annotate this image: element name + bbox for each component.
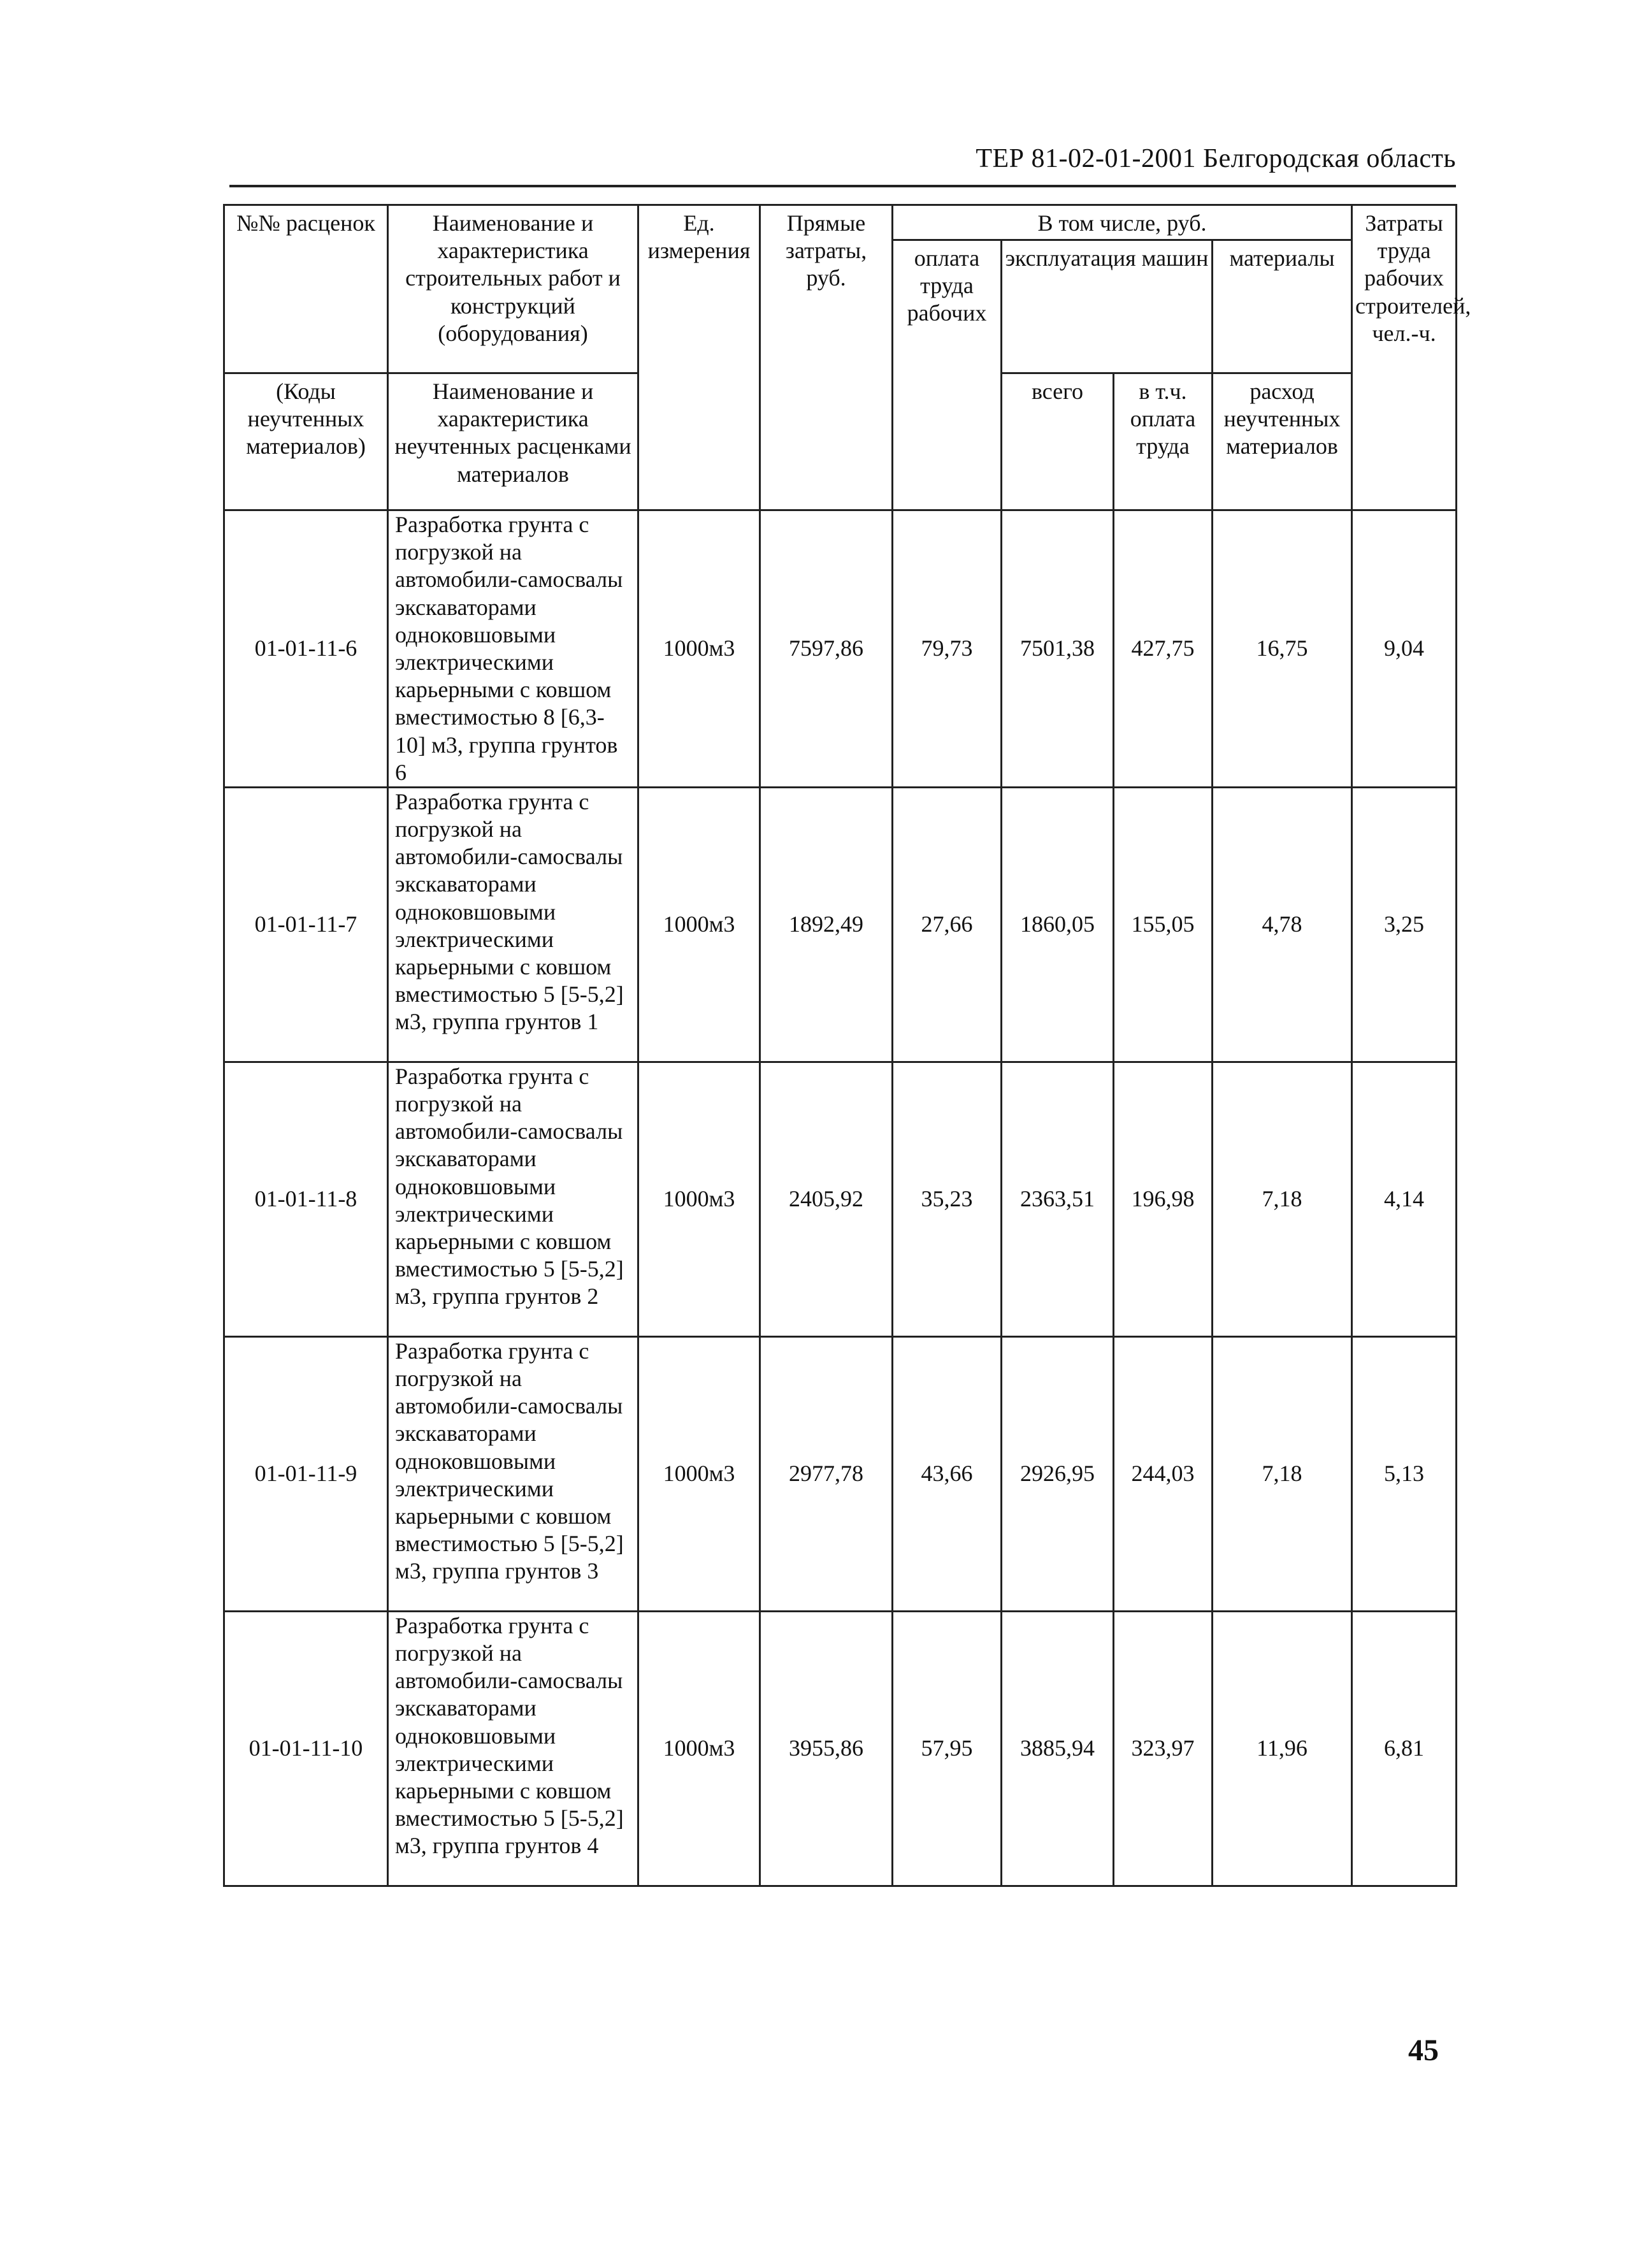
machines-wages-cell: 196,98 [1114, 1062, 1213, 1336]
document-header [229, 145, 1456, 187]
header-machines-total: всего [1002, 373, 1114, 510]
header-code-sub: (Коды неучтенных материалов) [224, 373, 388, 510]
unit-cell: 1000м3 [638, 787, 760, 1062]
rate-description: Разработка грунта с погрузкой на автомобили-самосвалы экскаваторами одноковшовыми электрическими карьерными с ковшом вместимостью 5 [5-5,2] м3, группа грунтов 2 [388, 1062, 638, 1336]
materials-cell: 16,75 [1213, 510, 1352, 788]
rate-code: 01-01-11-6 [224, 510, 388, 788]
table-row [224, 787, 1457, 1062]
rate-description: Разработка грунта с погрузкой на автомобили-самосвалы экскаваторами одноковшовыми электрическими карьерными с ковшом вместимостью 5 [5-5,2] м3, группа грунтов 4 [388, 1611, 638, 1886]
unit-cell: 1000м3 [638, 1336, 760, 1611]
header-materials-sub: расход неучтенных материалов [1213, 373, 1352, 510]
direct-costs-cell: 2977,78 [760, 1336, 893, 1611]
machines-wages-cell: 323,97 [1114, 1611, 1213, 1886]
machines-total-cell: 7501,38 [1002, 510, 1114, 788]
header-machines-wages: в т.ч. оплата труда [1114, 373, 1213, 510]
rate-description: Разработка грунта с погрузкой на автомобили-самосвалы экскаваторами одноковшовыми электрическими карьерными с ковшом вместимостью 8 [6,3-10] м3, группа грунтов 6 [388, 510, 638, 788]
machines-wages-cell: 155,05 [1114, 787, 1213, 1062]
machines-total-cell: 3885,94 [1002, 1611, 1114, 1886]
wages-cell: 79,73 [893, 510, 1002, 788]
machines-total-cell: 2926,95 [1002, 1336, 1114, 1611]
table-row [224, 1611, 1457, 1886]
rate-description: Разработка грунта с погрузкой на автомобили-самосвалы экскаваторами одноковшовыми электрическими карьерными с ковшом вместимостью 5 [5-5,2] м3, группа грунтов 3 [388, 1336, 638, 1611]
header-direct-costs: Прямые затраты, руб. [760, 205, 893, 510]
rate-code: 01-01-11-8 [224, 1062, 388, 1336]
machines-total-cell: 1860,05 [1002, 787, 1114, 1062]
header-including: В том числе, руб. [893, 205, 1352, 240]
wages-cell: 57,95 [893, 1611, 1002, 1886]
wages-cell: 43,66 [893, 1336, 1002, 1611]
labor-cell: 9,04 [1352, 510, 1457, 788]
direct-costs-cell: 7597,86 [760, 510, 893, 788]
document-title: ТЕР 81-02-01-2001 Белгородская область [976, 144, 1456, 173]
header-machines: эксплуатация машин [1002, 240, 1213, 373]
labor-cell: 5,13 [1352, 1336, 1457, 1611]
machines-wages-cell: 244,03 [1114, 1336, 1213, 1611]
unit-cell: 1000м3 [638, 1062, 760, 1336]
wages-cell: 35,23 [893, 1062, 1002, 1336]
labor-cell: 6,81 [1352, 1611, 1457, 1886]
direct-costs-cell: 2405,92 [760, 1062, 893, 1336]
unit-cell: 1000м3 [638, 510, 760, 788]
header-unit: Ед. измерения [638, 205, 760, 510]
table-row [224, 1062, 1457, 1336]
header-materials: материалы [1213, 240, 1352, 373]
table-header-row [224, 205, 1457, 240]
header-labor-costs: Затраты труда рабочих строителей, чел.-ч. [1352, 205, 1457, 510]
rate-code: 01-01-11-10 [224, 1611, 388, 1886]
header-wages: оплата труда рабочих [893, 240, 1002, 510]
rate-description: Разработка грунта с погрузкой на автомобили-самосвалы экскаваторами одноковшовыми электрическими карьерными с ковшом вместимостью 5 [5-5,2] м3, группа грунтов 1 [388, 787, 638, 1062]
materials-cell: 11,96 [1213, 1611, 1352, 1886]
header-name-sub: Наименование и характеристика неучтенных расценками материалов [388, 373, 638, 510]
rate-code: 01-01-11-9 [224, 1336, 388, 1611]
wages-cell: 27,66 [893, 787, 1002, 1062]
header-name: Наименование и характеристика строительных работ и конструкций (оборудования) [388, 205, 638, 373]
machines-wages-cell: 427,75 [1114, 510, 1213, 788]
labor-cell: 3,25 [1352, 787, 1457, 1062]
rate-code: 01-01-11-7 [224, 787, 388, 1062]
direct-costs-cell: 3955,86 [760, 1611, 893, 1886]
page-number: 45 [1408, 2033, 1439, 2067]
header-code: №№ расценок [224, 205, 388, 373]
machines-total-cell: 2363,51 [1002, 1062, 1114, 1336]
labor-cell: 4,14 [1352, 1062, 1457, 1336]
rates-table [223, 204, 1471, 1887]
unit-cell: 1000м3 [638, 1611, 760, 1886]
direct-costs-cell: 1892,49 [760, 787, 893, 1062]
materials-cell: 7,18 [1213, 1336, 1352, 1611]
materials-cell: 7,18 [1213, 1062, 1352, 1336]
materials-cell: 4,78 [1213, 787, 1352, 1062]
table-row [224, 510, 1457, 788]
table-row [224, 1336, 1457, 1611]
